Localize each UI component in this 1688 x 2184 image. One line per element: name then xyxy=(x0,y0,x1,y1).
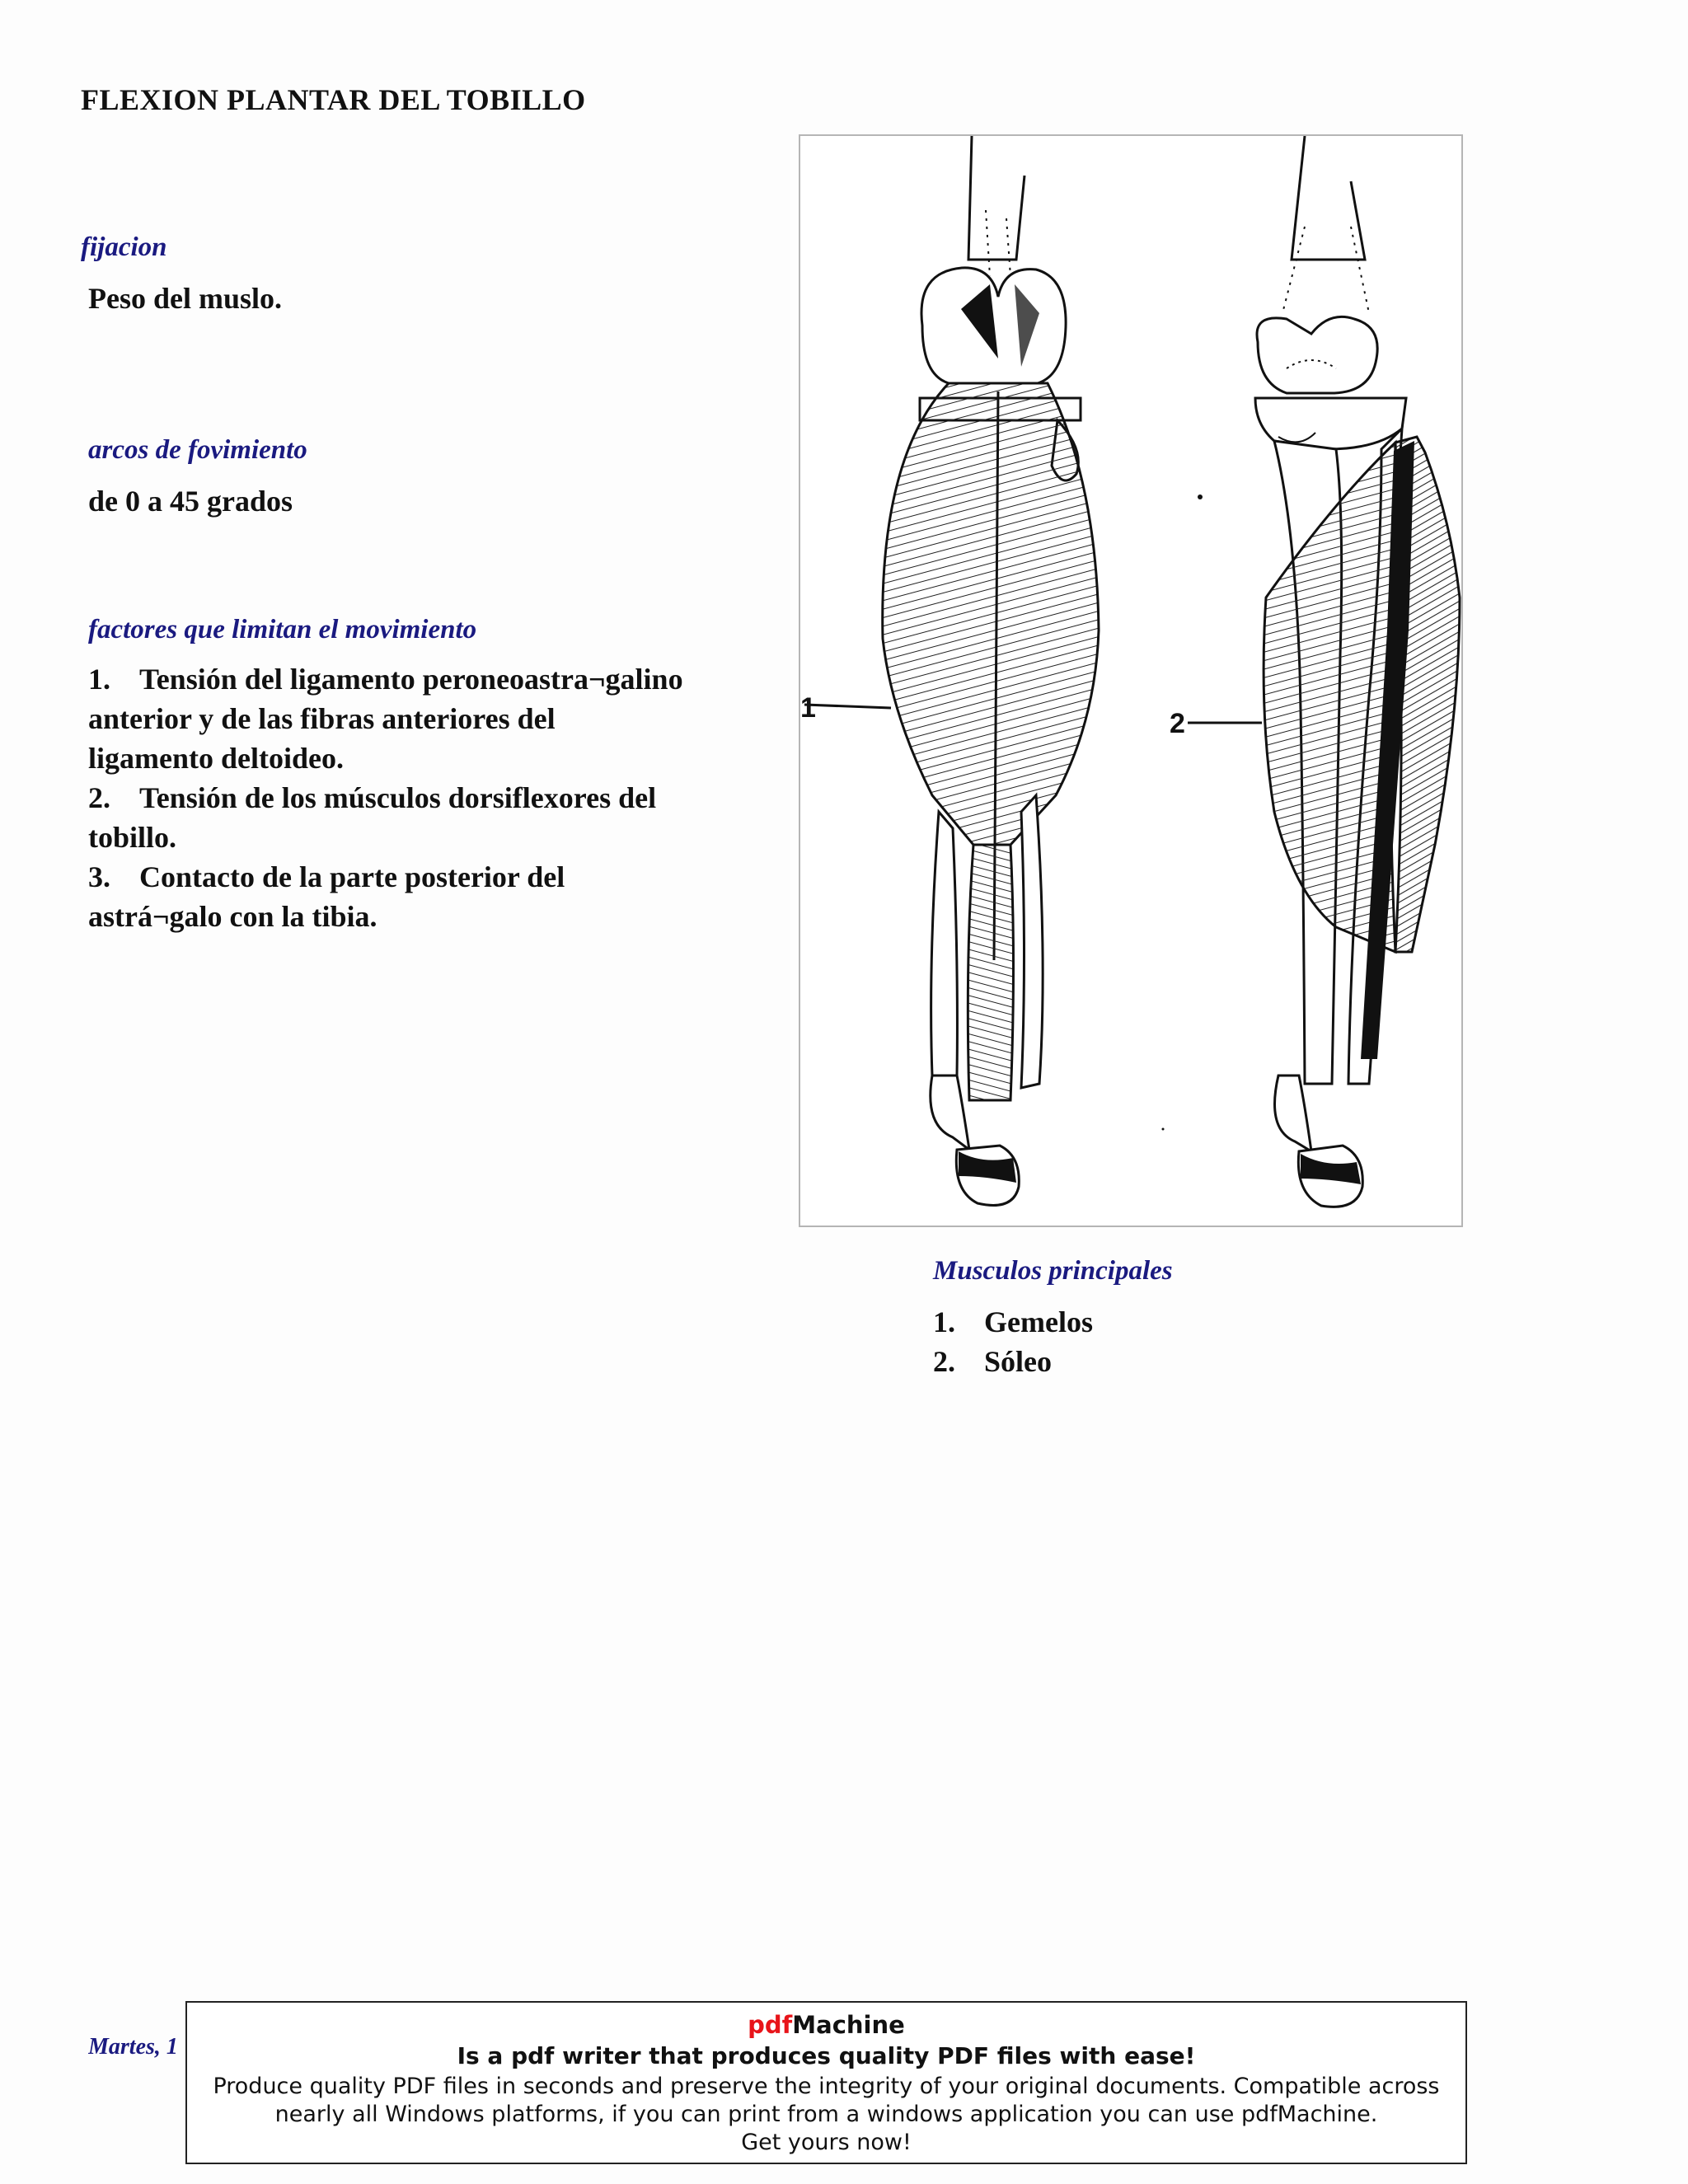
factors-list xyxy=(88,659,743,936)
ad-description-line-1: Produce quality PDF files in seconds and preserve the integrity of your original documents. Compatible across xyxy=(213,2074,1440,2099)
ad-brand-machine: Machine xyxy=(792,2011,905,2039)
calf-muscles-illustration xyxy=(799,134,1463,1227)
factors-label: factores que limitan el movimiento xyxy=(88,615,477,644)
muscle-2-number: 2. xyxy=(933,1345,955,1378)
factor-3-text: Contacto de la parte posterior del xyxy=(139,860,565,893)
factor-3-line-1 xyxy=(88,857,743,897)
factor-2-number: 2. xyxy=(88,781,110,814)
page-title: FLEXION PLANTAR DEL TOBILLO xyxy=(81,83,586,116)
left-leg-gastrocnemius xyxy=(804,136,1099,1206)
factor-2-line-1 xyxy=(88,778,743,818)
factor-2-text: Tensión de los músculos dorsiflexores del xyxy=(139,781,657,814)
muscle-1-number: 1. xyxy=(933,1305,955,1338)
marker-1: 1 xyxy=(800,692,816,724)
range-label: arcos de fovimiento xyxy=(88,435,307,465)
factor-1-text: Tensión del ligamento peroneoastra¬galino xyxy=(139,663,683,696)
ad-brand xyxy=(187,2011,1465,2039)
muscle-2-name: Sóleo xyxy=(984,1345,1053,1378)
factor-1-line-1 xyxy=(88,659,743,699)
muscles-label: Musculos principales xyxy=(933,1256,1173,1286)
marker-2: 2 xyxy=(1170,708,1185,739)
fixation-label: fijacion xyxy=(81,232,167,262)
factor-1-line-2: anterior y de las fibras anteriores del xyxy=(88,702,556,735)
muscle-item xyxy=(933,1302,1093,1342)
right-leg-soleus xyxy=(1162,136,1461,1207)
ad-description-line-2: nearly all Windows platforms, if you can print from a windows application you can use pdfMachine. xyxy=(274,2102,1378,2127)
factor-2-line-2: tobillo. xyxy=(88,821,177,854)
pdfmachine-ad-banner[interactable] xyxy=(185,2001,1467,2164)
range-value: de 0 a 45 grados xyxy=(88,485,293,518)
ad-cta[interactable]: Get yours now! xyxy=(741,2130,912,2155)
muscle-1-name: Gemelos xyxy=(984,1305,1093,1338)
ad-brand-pdf: pdf xyxy=(748,2011,793,2039)
factor-1-line-3: ligamento deltoideo. xyxy=(88,742,344,775)
factor-1-number: 1. xyxy=(88,663,110,696)
muscle-item xyxy=(933,1342,1093,1381)
footer-date: Martes, 1 xyxy=(88,2034,178,2060)
leg-anatomy-drawing xyxy=(800,136,1461,1226)
fixation-value: Peso del muslo. xyxy=(88,282,283,315)
ad-tagline: Is a pdf writer that produces quality PDF files with ease! xyxy=(457,2042,1196,2069)
muscles-list xyxy=(933,1302,1093,1381)
factor-3-line-2: astrá¬galo con la tibia. xyxy=(88,900,377,933)
factor-3-number: 3. xyxy=(88,860,110,893)
